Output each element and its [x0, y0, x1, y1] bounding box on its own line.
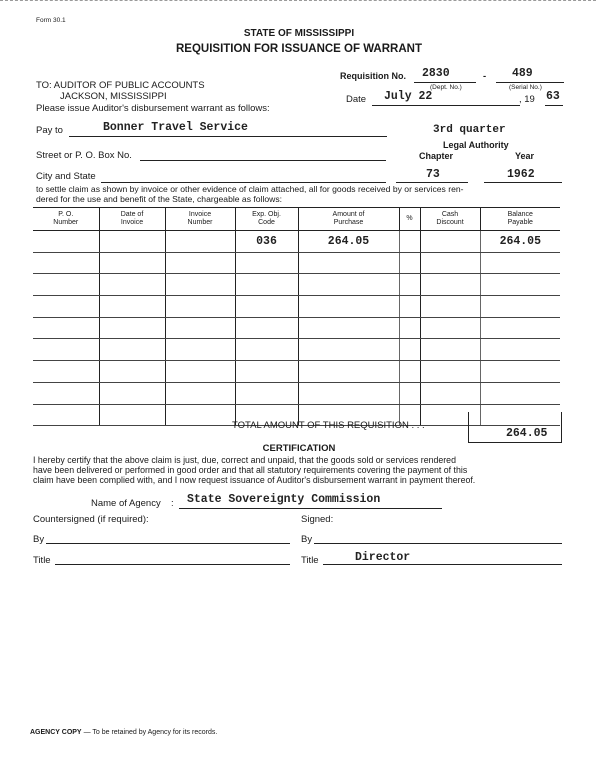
table-row [33, 317, 560, 339]
cell-percent [399, 231, 420, 253]
cell-po-number [33, 252, 99, 274]
cell-po-number [33, 339, 99, 361]
cell-po-number [33, 296, 99, 318]
cell-invoice-number [165, 317, 235, 339]
table-row [33, 339, 560, 361]
cell-amount-of-purchase [298, 339, 399, 361]
year-label: Year [515, 151, 535, 161]
table-row [33, 296, 560, 318]
serial-number-label: (Serial No.) [509, 84, 542, 91]
cell-cash-discount [420, 296, 480, 318]
header-exp-obj-code: Exp. Obj. Code [235, 208, 298, 231]
agency-copy-text: — To be retained by Agency for its records. [83, 729, 218, 736]
cell-percent [399, 317, 420, 339]
signed-label: Signed: [301, 514, 334, 525]
chapter-label: Chapter [419, 151, 454, 161]
cell-cash-discount [420, 361, 480, 383]
header-cash-discount: Cash Discount [420, 208, 480, 231]
cell-invoice-number [165, 339, 235, 361]
charge-table [33, 207, 560, 426]
cell-date-of-invoice [99, 296, 165, 318]
cell-po-number [33, 231, 99, 253]
date-label: Date [346, 94, 367, 105]
cell-amount-of-purchase [298, 274, 399, 296]
cell-balance-payable [480, 296, 560, 318]
year-value: 63 [546, 90, 560, 103]
cell-exp-obj-code [235, 274, 298, 296]
cell-cash-discount [420, 317, 480, 339]
cell-amount-of-purchase [298, 296, 399, 318]
cell-exp-obj-code-value: 036 [256, 234, 277, 248]
cell-po-number [33, 317, 99, 339]
cell-invoice-number [165, 382, 235, 404]
form-title: REQUISITION FOR ISSUANCE OF WARRANT [176, 43, 422, 55]
addressee-instruction: Please issue Auditor's disbursement warrant as follows: [36, 103, 270, 114]
cell-amount-of-purchase-value: 264.05 [327, 234, 370, 248]
cell-percent [399, 339, 420, 361]
cell-invoice-number [165, 296, 235, 318]
header-date-of-invoice: Date of Invoice [99, 208, 165, 231]
cell-amount-of-purchase [298, 252, 399, 274]
cell-date-of-invoice [99, 252, 165, 274]
requisition-label: Requisition No. [340, 71, 406, 81]
agency-value: State Sovereignty Commission [187, 493, 381, 506]
cell-invoice-number [165, 231, 235, 253]
agency-copy-label: AGENCY COPY [30, 729, 82, 736]
cell-balance-payable [480, 231, 560, 253]
total-value: 264.05 [506, 427, 548, 440]
cell-date-of-invoice [99, 382, 165, 404]
cell-invoice-number [165, 274, 235, 296]
cell-exp-obj-code [235, 231, 298, 253]
cell-po-number [33, 361, 99, 383]
cell-percent [399, 274, 420, 296]
cell-cash-discount [420, 274, 480, 296]
cell-date-of-invoice [99, 274, 165, 296]
requisition-dash: - [483, 71, 487, 82]
cell-date-of-invoice [99, 231, 165, 253]
table-row [33, 361, 560, 383]
cell-invoice-number [165, 252, 235, 274]
cell-percent [399, 252, 420, 274]
header-amount-of-purchase: Amount of Purchase [298, 208, 399, 231]
settle-text-line1: to settle claim as shown by invoice or other evidence of claim attached, all for goods received by or services ren- [36, 184, 464, 194]
cell-date-of-invoice [99, 404, 165, 426]
page-perforation [0, 0, 596, 7]
certification-line1: I hereby certify that the above claim is just, due, correct and unpaid, that the goods sold or services rendered [33, 455, 456, 465]
cell-balance-payable [480, 382, 560, 404]
cell-balance-payable [480, 361, 560, 383]
countersigned-label: Countersigned (if required): [33, 514, 149, 525]
cell-exp-obj-code [235, 382, 298, 404]
table-header-row [33, 208, 560, 231]
certification-heading: CERTIFICATION [262, 443, 336, 454]
year-prefix: , 19 [519, 94, 535, 105]
title-label-left: Title [33, 555, 51, 566]
title-value-right: Director [355, 551, 411, 564]
cell-cash-discount [420, 339, 480, 361]
cell-exp-obj-code [235, 361, 298, 383]
addressee-line1: TO: AUDITOR OF PUBLIC ACCOUNTS [36, 80, 205, 91]
cell-percent [399, 296, 420, 318]
cell-amount-of-purchase [298, 382, 399, 404]
city-state-label: City and State [36, 171, 96, 182]
cell-exp-obj-code [235, 317, 298, 339]
legal-authority-label: Legal Authority [443, 140, 509, 150]
cell-exp-obj-code [235, 296, 298, 318]
dept-number-label: (Dept. No.) [430, 84, 462, 91]
cell-cash-discount [420, 382, 480, 404]
addressee-line2: JACKSON, MISSISSIPPI [60, 91, 167, 102]
cell-percent [399, 382, 420, 404]
cell-date-of-invoice [99, 317, 165, 339]
table-row [33, 382, 560, 404]
cell-balance-payable [480, 252, 560, 274]
state-heading: STATE OF MISSISSIPPI [243, 28, 355, 39]
authority-year-value: 1962 [507, 168, 535, 181]
date-value: July 22 [384, 90, 433, 103]
table-row [33, 231, 560, 253]
cell-amount-of-purchase [298, 231, 399, 253]
pay-to-value: Bonner Travel Service [103, 121, 248, 134]
cell-invoice-number [165, 404, 235, 426]
table-row [33, 252, 560, 274]
cell-exp-obj-code [235, 252, 298, 274]
agency-label: Name of Agency [91, 498, 161, 509]
cell-date-of-invoice [99, 339, 165, 361]
header-balance-payable: Balance Payable [480, 208, 560, 231]
cell-balance-payable [480, 274, 560, 296]
quarter-value: 3rd quarter [433, 124, 506, 136]
serial-number-value: 489 [512, 67, 533, 80]
cell-balance-payable [480, 339, 560, 361]
title-label-right: Title [301, 555, 319, 566]
certification-line2: have been delivered or performed in good order and that all statutory requirements covering the payment of this [33, 465, 468, 475]
header-po-number: P. O. Number [33, 208, 99, 231]
cell-balance-payable-value: 264.05 [499, 234, 541, 248]
cell-balance-payable [480, 317, 560, 339]
settle-text-line2: dered for the use and benefit of the State, chargeable as follows: [36, 194, 283, 204]
table-row [33, 274, 560, 296]
cell-po-number [33, 382, 99, 404]
chapter-value: 73 [426, 168, 440, 181]
cell-date-of-invoice [99, 361, 165, 383]
cell-amount-of-purchase [298, 361, 399, 383]
pay-to-label: Pay to [36, 125, 63, 136]
dept-number-value: 2830 [422, 67, 450, 80]
cell-invoice-number [165, 361, 235, 383]
footer-note [30, 729, 217, 736]
cell-percent [399, 361, 420, 383]
cell-po-number [33, 404, 99, 426]
street-label: Street or P. O. Box No. [36, 150, 132, 161]
by-label-right: By [301, 534, 313, 545]
header-invoice-number: Invoice Number [165, 208, 235, 231]
cell-amount-of-purchase [298, 317, 399, 339]
certification-line3: claim have been complied with, and I now request issuance of Auditor's disbursement warrant in payment thereof. [33, 475, 476, 485]
cell-po-number [33, 274, 99, 296]
total-label: TOTAL AMOUNT OF THIS REQUISITION . . . [232, 420, 425, 431]
by-label-left: By [33, 534, 45, 545]
cell-cash-discount [420, 252, 480, 274]
cell-exp-obj-code [235, 339, 298, 361]
form-number: Form 30.1 [36, 17, 66, 24]
header-percent: % [399, 208, 420, 231]
cell-cash-discount [420, 231, 480, 253]
